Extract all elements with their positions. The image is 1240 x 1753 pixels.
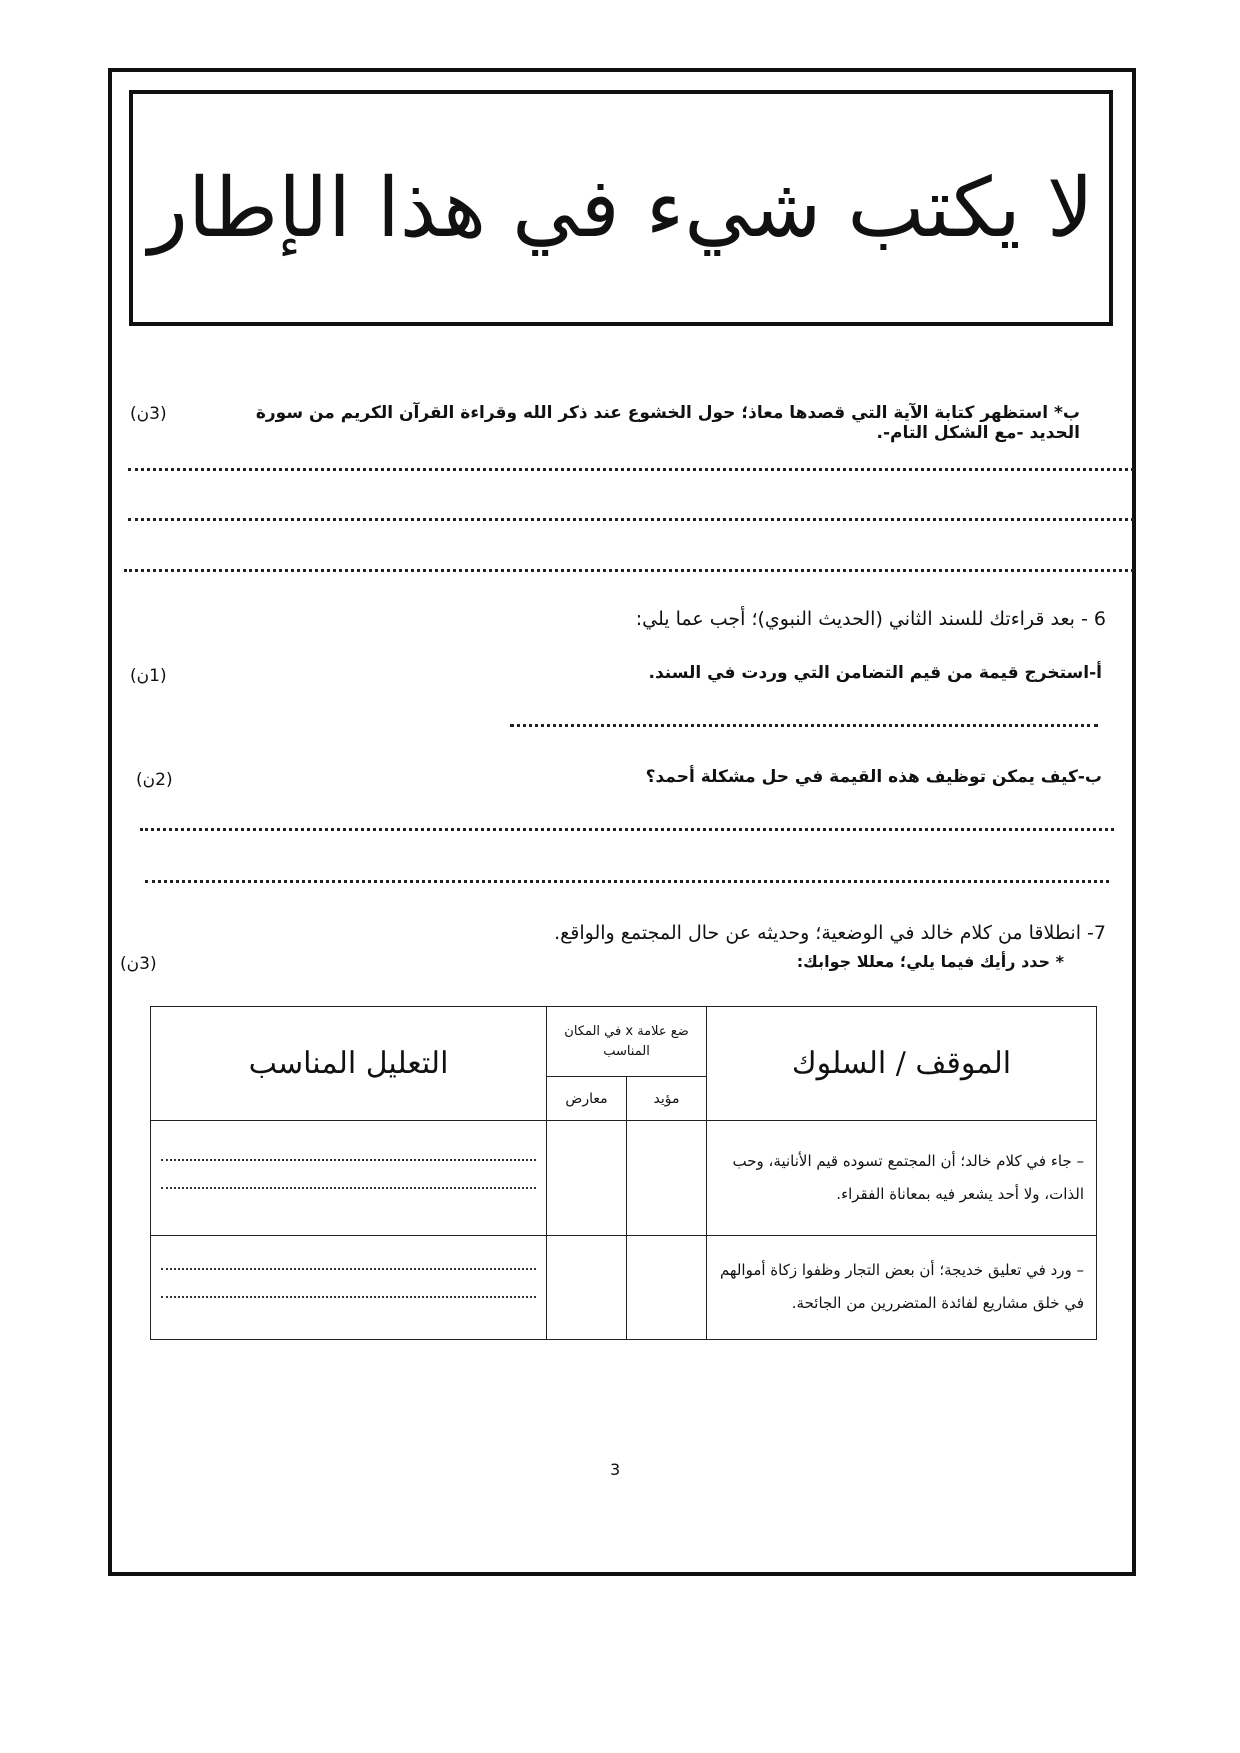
- no-writing-banner: [129, 90, 1113, 326]
- reason-answer-cell[interactable]: [151, 1121, 547, 1235]
- opinion-table: [150, 1006, 1097, 1340]
- answer-line[interactable]: [161, 1296, 536, 1298]
- col-oppose-header: معارض: [547, 1077, 627, 1121]
- answer-line[interactable]: [128, 468, 1134, 471]
- col-reason-header: التعليل المناسب: [151, 1007, 547, 1121]
- answer-line[interactable]: [124, 569, 1134, 572]
- answer-line[interactable]: [161, 1159, 536, 1161]
- q6b-score: (2ن): [136, 770, 173, 790]
- q7-sub: * حدد رأيك فيما يلي؛ معللا جوابك:: [796, 952, 1064, 971]
- agree-checkbox-cell[interactable]: [627, 1235, 707, 1339]
- oppose-checkbox-cell[interactable]: [547, 1121, 627, 1235]
- q6a-score: (1ن): [130, 666, 167, 686]
- q5b-text: ب* استظهر كتابة الآية التي قصدها معاذ؛ حول الخشوع عند ذكر الله وقراءة القرآن الكريم من سورة الحديد -مع الشكل التام-.: [255, 403, 1080, 443]
- q6a-text: أ-استخرج قيمة من قيم التضامن التي وردت في السند.: [648, 663, 1102, 683]
- q5b-score: (3ن): [130, 404, 167, 424]
- answer-line[interactable]: [145, 880, 1109, 883]
- oppose-checkbox-cell[interactable]: [547, 1235, 627, 1339]
- q6-intro: 6 - بعد قراءتك للسند الثاني (الحديث النبوي)؛ أجب عما يلي:: [635, 608, 1106, 630]
- reason-answer-cell[interactable]: [151, 1235, 547, 1339]
- q6b-text: ب-كيف يمكن توظيف هذه القيمة في حل مشكلة أحمد؟: [645, 767, 1102, 787]
- page-number: 3: [610, 1460, 621, 1479]
- statement-cell: – جاء في كلام خالد؛ أن المجتمع تسوده قيم الأنانية، وحب الذات، ولا أحد يشعر فيه بمعاناة الفقراء.: [707, 1121, 1097, 1235]
- answer-line[interactable]: [510, 724, 1098, 727]
- agree-checkbox-cell[interactable]: [627, 1121, 707, 1235]
- q7-intro: 7- انطلاقا من كلام خالد في الوضعية؛ وحديثه عن حال المجتمع والواقع.: [554, 922, 1106, 944]
- answer-line[interactable]: [140, 828, 1114, 831]
- col-agree-header: مؤيد: [627, 1077, 707, 1121]
- col-mark-header: ضع علامة x في المكان المناسب: [547, 1007, 707, 1077]
- banner-text: لا يكتب شيء في هذا الإطار: [148, 160, 1094, 256]
- statement-cell: – ورد في تعليق خديجة؛ أن بعض التجار وظفوا زكاة أموالهم في خلق مشاريع لفائدة المتضررين من الجائحة.: [707, 1235, 1097, 1339]
- answer-line[interactable]: [128, 518, 1134, 521]
- answer-line[interactable]: [161, 1268, 536, 1270]
- q7-score: (3ن): [120, 954, 157, 974]
- col-position-header: الموقف / السلوك: [707, 1007, 1097, 1121]
- answer-line[interactable]: [161, 1187, 536, 1189]
